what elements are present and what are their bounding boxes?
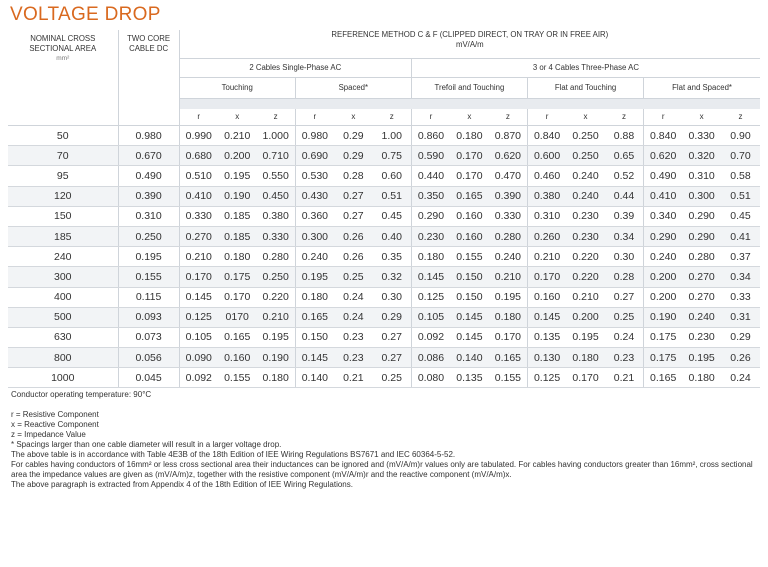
header-letter-x: x: [682, 109, 721, 126]
value-cell: 0.270: [682, 287, 721, 307]
value-cell: 0.190: [257, 348, 296, 368]
cross-section-cell: 630: [8, 327, 118, 347]
value-cell: 0.220: [566, 267, 605, 287]
header-empty-1: [8, 109, 118, 126]
value-cell: 0.125: [411, 287, 450, 307]
header-letter-z: z: [605, 109, 644, 126]
value-cell: 0.280: [682, 247, 721, 267]
value-cell: 0.200: [644, 287, 683, 307]
value-cell: 0.175: [218, 267, 257, 287]
value-cell: 0.290: [682, 206, 721, 226]
header-letter-r: r: [179, 109, 218, 126]
value-cell: 0.260: [527, 226, 566, 246]
value-cell: 0.840: [644, 126, 683, 146]
table-row: [8, 327, 760, 347]
cross-section-cell: 185: [8, 226, 118, 246]
header-single-phase: 2 Cables Single-Phase AC: [179, 59, 411, 78]
value-cell: 0.185: [218, 226, 257, 246]
table-row: [8, 267, 760, 287]
value-cell: 0.490: [118, 166, 179, 186]
header-letter-r: r: [295, 109, 334, 126]
header-cross-section-line1: NOMINAL CROSS: [30, 34, 96, 43]
value-cell: 0.840: [527, 126, 566, 146]
value-cell: 0.195: [489, 287, 528, 307]
value-cell: 0.45: [721, 206, 760, 226]
table-row: [8, 166, 760, 186]
value-cell: 0.29: [373, 307, 412, 327]
value-cell: 0.620: [644, 146, 683, 166]
cross-section-cell: 800: [8, 348, 118, 368]
value-cell: 0.27: [334, 186, 373, 206]
value-cell: 0.170: [527, 267, 566, 287]
value-cell: 0.175: [644, 348, 683, 368]
value-cell: 0.195: [566, 327, 605, 347]
value-cell: 0.092: [411, 327, 450, 347]
header-band: [179, 99, 760, 110]
value-cell: 0.28: [334, 166, 373, 186]
value-cell: 0.160: [527, 287, 566, 307]
value-cell: 0170: [218, 307, 257, 327]
value-cell: 0.170: [489, 327, 528, 347]
value-cell: 0.28: [605, 267, 644, 287]
table-header: [8, 30, 760, 126]
value-cell: 0.240: [566, 186, 605, 206]
value-cell: 0.165: [450, 186, 489, 206]
value-cell: 0.530: [295, 166, 334, 186]
table-body: [8, 126, 760, 388]
value-cell: 0.27: [373, 348, 412, 368]
value-cell: 0.300: [295, 226, 334, 246]
value-cell: 0.145: [179, 287, 218, 307]
header-two-core: [118, 30, 179, 109]
header-empty-2: [118, 109, 179, 126]
value-cell: 0.390: [489, 186, 528, 206]
header-letter-x: x: [450, 109, 489, 126]
value-cell: 0.290: [644, 226, 683, 246]
value-cell: 0.230: [566, 206, 605, 226]
value-cell: 0.88: [605, 126, 644, 146]
header-letter-z: z: [489, 109, 528, 126]
value-cell: 0.310: [118, 206, 179, 226]
value-cell: 0.210: [218, 126, 257, 146]
value-cell: 0.200: [644, 267, 683, 287]
header-letter-r: r: [644, 109, 683, 126]
value-cell: 0.29: [334, 126, 373, 146]
value-cell: 0.195: [257, 327, 296, 347]
value-cell: 0.170: [450, 146, 489, 166]
value-cell: 0.52: [605, 166, 644, 186]
value-cell: 0.860: [411, 126, 450, 146]
value-cell: 0.240: [295, 247, 334, 267]
value-cell: 0.300: [682, 186, 721, 206]
value-cell: 0.250: [257, 267, 296, 287]
value-cell: 0.29: [334, 146, 373, 166]
table-row: [8, 186, 760, 206]
header-reference-title: REFERENCE METHOD C & F (CLIPPED DIRECT, ON TRAY OR IN FREE AIR): [331, 30, 609, 39]
value-cell: 0.200: [218, 146, 257, 166]
value-cell: 1.000: [257, 126, 296, 146]
value-cell: 0.160: [218, 348, 257, 368]
value-cell: 0.240: [644, 247, 683, 267]
value-cell: 0.165: [489, 348, 528, 368]
value-cell: 0.180: [411, 247, 450, 267]
header-letter-z: z: [373, 109, 412, 126]
value-cell: 0.155: [118, 267, 179, 287]
value-cell: 0.180: [489, 307, 528, 327]
value-cell: 0.23: [334, 327, 373, 347]
value-cell: 0.21: [605, 368, 644, 388]
value-cell: 0.180: [257, 368, 296, 388]
value-cell: 0.290: [411, 206, 450, 226]
header-letter-z: z: [721, 109, 760, 126]
value-cell: 0.280: [489, 226, 528, 246]
value-cell: 0.155: [489, 368, 528, 388]
value-cell: 0.125: [179, 307, 218, 327]
table-row: [8, 307, 760, 327]
table-row: [8, 368, 760, 388]
value-cell: 0.990: [179, 126, 218, 146]
value-cell: 0.105: [179, 327, 218, 347]
value-cell: 0.34: [605, 226, 644, 246]
value-cell: 0.210: [257, 307, 296, 327]
value-cell: 0.165: [295, 307, 334, 327]
value-cell: 1.00: [373, 126, 412, 146]
value-cell: 0.24: [334, 287, 373, 307]
value-cell: 0.170: [566, 368, 605, 388]
value-cell: 0.75: [373, 146, 412, 166]
cross-section-cell: 300: [8, 267, 118, 287]
value-cell: 0.330: [257, 226, 296, 246]
value-cell: 0.710: [257, 146, 296, 166]
note-legend: [11, 410, 756, 440]
value-cell: 0.26: [334, 226, 373, 246]
cross-section-cell: 240: [8, 247, 118, 267]
value-cell: 0.25: [373, 368, 412, 388]
value-cell: 0.45: [373, 206, 412, 226]
value-cell: 0.135: [450, 368, 489, 388]
value-cell: 0.210: [566, 287, 605, 307]
value-cell: 0.165: [644, 368, 683, 388]
value-cell: 0.60: [373, 166, 412, 186]
value-cell: 0.27: [334, 206, 373, 226]
value-cell: 0.380: [527, 186, 566, 206]
value-cell: 0.620: [489, 146, 528, 166]
value-cell: 0.90: [721, 126, 760, 146]
value-cell: 0.090: [179, 348, 218, 368]
value-cell: 0.150: [450, 267, 489, 287]
value-cell: 0.510: [179, 166, 218, 186]
value-cell: 0.170: [218, 287, 257, 307]
value-cell: 0.33: [721, 287, 760, 307]
value-cell: 0.195: [295, 267, 334, 287]
cross-section-cell: 50: [8, 126, 118, 146]
value-cell: 0.980: [118, 126, 179, 146]
value-cell: 0.25: [334, 267, 373, 287]
value-cell: 0.240: [682, 307, 721, 327]
value-cell: 0.310: [682, 166, 721, 186]
value-cell: 0.270: [682, 267, 721, 287]
table-row: [8, 146, 760, 166]
cross-section-cell: 95: [8, 166, 118, 186]
value-cell: 0.870: [489, 126, 528, 146]
value-cell: 0.165: [218, 327, 257, 347]
value-cell: 0.195: [682, 348, 721, 368]
header-letter-x: x: [566, 109, 605, 126]
value-cell: 0.220: [257, 287, 296, 307]
value-cell: 0.440: [411, 166, 450, 186]
notes-section: [11, 390, 756, 490]
cross-section-cell: 1000: [8, 368, 118, 388]
header-spaced: Spaced*: [295, 78, 411, 99]
value-cell: 0.24: [721, 368, 760, 388]
value-cell: 0.240: [489, 247, 528, 267]
value-cell: 0.185: [218, 206, 257, 226]
header-letter-x: x: [334, 109, 373, 126]
value-cell: 0.27: [605, 287, 644, 307]
header-letter-r: r: [527, 109, 566, 126]
value-cell: 0.200: [566, 307, 605, 327]
value-cell: 0.160: [450, 206, 489, 226]
value-cell: 0.056: [118, 348, 179, 368]
value-cell: 0.250: [566, 146, 605, 166]
value-cell: 0.230: [682, 327, 721, 347]
value-cell: 0.680: [179, 146, 218, 166]
value-cell: 0.290: [682, 226, 721, 246]
header-flat-touching: Flat and Touching: [527, 78, 643, 99]
value-cell: 0.600: [527, 146, 566, 166]
value-cell: 0.23: [334, 348, 373, 368]
header-cross-section-unit: mm²: [56, 55, 70, 62]
header-flat-spaced: Flat and Spaced*: [644, 78, 760, 99]
legend-impedance: z = Impedance Value: [11, 430, 86, 439]
value-cell: 0.280: [257, 247, 296, 267]
value-cell: 0.145: [450, 307, 489, 327]
value-cell: 0.34: [721, 267, 760, 287]
value-cell: 0.51: [721, 186, 760, 206]
value-cell: 0.980: [295, 126, 334, 146]
value-cell: 0.30: [605, 247, 644, 267]
header-touching: Touching: [179, 78, 295, 99]
table-row: [8, 287, 760, 307]
value-cell: 0.092: [179, 368, 218, 388]
value-cell: 0.140: [295, 368, 334, 388]
value-cell: 0.220: [566, 247, 605, 267]
value-cell: 0.195: [118, 247, 179, 267]
legend-resistive: r = Resistive Component: [11, 410, 99, 419]
table-row: [8, 348, 760, 368]
value-cell: 0.32: [373, 267, 412, 287]
value-cell: 0.155: [218, 368, 257, 388]
note-spacing: * Spacings larger than one cable diameter will result in a larger voltage drop.: [11, 440, 282, 449]
value-cell: 0.430: [295, 186, 334, 206]
value-cell: 0.180: [566, 348, 605, 368]
value-cell: 0.170: [179, 267, 218, 287]
value-cell: 0.180: [218, 247, 257, 267]
value-cell: 0.080: [411, 368, 450, 388]
header-three-phase: 3 or 4 Cables Three-Phase AC: [411, 59, 760, 78]
value-cell: 0.35: [373, 247, 412, 267]
value-cell: 0.140: [450, 348, 489, 368]
value-cell: 0.41: [721, 226, 760, 246]
value-cell: 0.145: [411, 267, 450, 287]
header-two-core-line2: CABLE DC: [129, 44, 169, 53]
cross-section-cell: 400: [8, 287, 118, 307]
value-cell: 0.24: [605, 327, 644, 347]
header-two-core-line1: TWO CORE: [127, 34, 171, 43]
value-cell: 0.44: [605, 186, 644, 206]
cross-section-cell: 70: [8, 146, 118, 166]
value-cell: 0.180: [682, 368, 721, 388]
value-cell: 0.23: [605, 348, 644, 368]
legend-reactive: x = Reactive Component: [11, 420, 99, 429]
header-cross-section: [8, 30, 118, 109]
value-cell: 0.490: [644, 166, 683, 186]
note-inductance: For cables having conductors of 16mm² or less cross sectional area their inductances can be ignored and (mV/A/m)r values only are tabulated. For cables having conductors greater than 16mm², cross sectional area the impedance values are given as (mV/A/m)z, together with the resistive component (mV/A/m)r and the reactive component (mV/A/m)x.: [11, 460, 753, 479]
value-cell: 0.39: [605, 206, 644, 226]
value-cell: 0.230: [411, 226, 450, 246]
value-cell: 0.27: [373, 327, 412, 347]
header-cross-section-line2: SECTIONAL AREA: [29, 44, 97, 53]
header-letter-x: x: [218, 109, 257, 126]
value-cell: 0.24: [334, 307, 373, 327]
table-row: [8, 226, 760, 246]
note-table-reference: The above table is in accordance with Table 4E3B of the 18th Edition of IEE Wiring Regulations BS7671 and IEC 60364-5-52.: [11, 450, 456, 459]
value-cell: 0.670: [118, 146, 179, 166]
page-title: VOLTAGE DROP: [10, 4, 161, 25]
value-cell: 0.450: [257, 186, 296, 206]
value-cell: 0.150: [450, 287, 489, 307]
value-cell: 0.330: [179, 206, 218, 226]
header-reference-method: [179, 30, 760, 59]
value-cell: 0.21: [334, 368, 373, 388]
value-cell: 0.70: [721, 146, 760, 166]
value-cell: 0.230: [566, 226, 605, 246]
value-cell: 0.30: [373, 287, 412, 307]
value-cell: 0.250: [118, 226, 179, 246]
table-row: [8, 206, 760, 226]
header-trefoil: Trefoil and Touching: [411, 78, 527, 99]
value-cell: 0.270: [179, 226, 218, 246]
value-cell: 0.145: [295, 348, 334, 368]
table-row: [8, 247, 760, 267]
value-cell: 0.145: [450, 327, 489, 347]
value-cell: 0.330: [489, 206, 528, 226]
value-cell: 0.160: [450, 226, 489, 246]
value-cell: 0.40: [373, 226, 412, 246]
value-cell: 0.190: [644, 307, 683, 327]
value-cell: 0.58: [721, 166, 760, 186]
voltage-drop-table: [8, 30, 760, 388]
value-cell: 0.470: [489, 166, 528, 186]
value-cell: 0.093: [118, 307, 179, 327]
value-cell: 0.135: [527, 327, 566, 347]
value-cell: 0.180: [295, 287, 334, 307]
value-cell: 0.195: [218, 166, 257, 186]
value-cell: 0.410: [179, 186, 218, 206]
cross-section-cell: 500: [8, 307, 118, 327]
value-cell: 0.460: [527, 166, 566, 186]
value-cell: 0.390: [118, 186, 179, 206]
value-cell: 0.590: [411, 146, 450, 166]
value-cell: 0.180: [450, 126, 489, 146]
value-cell: 0.190: [218, 186, 257, 206]
value-cell: 0.26: [334, 247, 373, 267]
cross-section-cell: 150: [8, 206, 118, 226]
value-cell: 0.125: [527, 368, 566, 388]
value-cell: 0.310: [527, 206, 566, 226]
value-cell: 0.51: [373, 186, 412, 206]
value-cell: 0.210: [179, 247, 218, 267]
header-letter-z: z: [257, 109, 296, 126]
value-cell: 0.130: [527, 348, 566, 368]
value-cell: 0.350: [411, 186, 450, 206]
value-cell: 0.380: [257, 206, 296, 226]
header-letter-row: [8, 109, 760, 126]
value-cell: 0.155: [450, 247, 489, 267]
note-temperature: Conductor operating temperature: 90°C: [11, 390, 152, 399]
table-row: [8, 126, 760, 146]
value-cell: 0.210: [489, 267, 528, 287]
value-cell: 0.105: [411, 307, 450, 327]
value-cell: 0.150: [295, 327, 334, 347]
value-cell: 0.25: [605, 307, 644, 327]
value-cell: 0.410: [644, 186, 683, 206]
value-cell: 0.550: [257, 166, 296, 186]
value-cell: 0.340: [644, 206, 683, 226]
value-cell: 0.086: [411, 348, 450, 368]
value-cell: 0.320: [682, 146, 721, 166]
header-reference-unit: mV/A/m: [455, 40, 484, 49]
value-cell: 0.360: [295, 206, 334, 226]
value-cell: 0.29: [721, 327, 760, 347]
value-cell: 0.330: [682, 126, 721, 146]
header-letter-r: r: [411, 109, 450, 126]
value-cell: 0.115: [118, 287, 179, 307]
value-cell: 0.210: [527, 247, 566, 267]
value-cell: 0.240: [566, 166, 605, 186]
value-cell: 0.31: [721, 307, 760, 327]
value-cell: 0.073: [118, 327, 179, 347]
value-cell: 0.37: [721, 247, 760, 267]
cross-section-cell: 120: [8, 186, 118, 206]
value-cell: 0.175: [644, 327, 683, 347]
value-cell: 0.250: [566, 126, 605, 146]
value-cell: 0.045: [118, 368, 179, 388]
value-cell: 0.65: [605, 146, 644, 166]
value-cell: 0.145: [527, 307, 566, 327]
value-cell: 0.170: [450, 166, 489, 186]
value-cell: 0.26: [721, 348, 760, 368]
note-extract: The above paragraph is extracted from Appendix 4 of the 18th Edition of IEE Wiring Regulations.: [11, 480, 353, 489]
value-cell: 0.690: [295, 146, 334, 166]
